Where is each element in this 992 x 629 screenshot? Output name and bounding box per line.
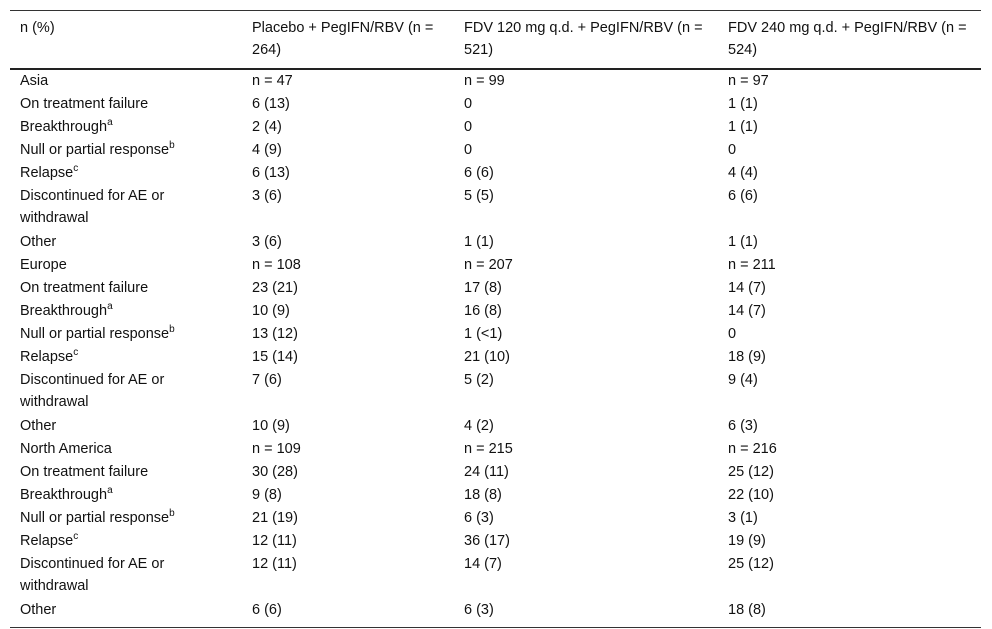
row-label: Relapse	[20, 349, 74, 365]
row-label-cell	[10, 461, 242, 484]
value-cell: 0	[464, 96, 473, 112]
value-cell: 18 (8)	[728, 602, 766, 618]
value-cell: 3 (1)	[728, 510, 758, 526]
row-label-cell	[10, 254, 242, 277]
table-row	[10, 93, 981, 116]
row-label: Other	[20, 234, 57, 250]
row-label-cell	[10, 599, 242, 628]
value-cell: 13 (12)	[252, 326, 298, 342]
table-row	[10, 254, 981, 277]
value-cell: 4 (2)	[464, 418, 494, 434]
value-cell: n = 211	[728, 257, 776, 273]
value-cell: 5 (5)	[464, 188, 494, 204]
value-cell: 1 (1)	[728, 234, 758, 250]
table-row	[10, 599, 981, 628]
value-cell: 3 (6)	[252, 188, 282, 204]
footnote-marker: a	[107, 485, 113, 497]
footnote-marker: a	[107, 117, 113, 129]
row-label-cell	[10, 438, 242, 461]
table-row	[10, 484, 981, 507]
value-cell: 25 (12)	[728, 464, 774, 480]
table-row	[10, 162, 981, 185]
row-label: Null or partial response	[20, 142, 170, 158]
row-label: Breakthrough	[20, 119, 108, 135]
value-cell: 18 (9)	[728, 349, 766, 365]
footnote-marker: c	[73, 163, 79, 175]
table-row	[10, 139, 981, 162]
row-label-cell	[10, 553, 242, 599]
value-cell: n = 47	[252, 73, 293, 89]
table-row	[10, 185, 981, 231]
table-row	[10, 369, 981, 415]
row-label-cell	[10, 507, 242, 530]
table-row	[10, 231, 981, 254]
value-cell: 18 (8)	[464, 487, 502, 503]
value-cell: n = 207	[464, 257, 513, 273]
footnote-marker: a	[107, 301, 113, 313]
value-cell: 9 (8)	[252, 487, 282, 503]
value-cell: n = 109	[252, 441, 301, 457]
value-cell: 23 (21)	[252, 280, 298, 296]
row-label: Relapse	[20, 165, 74, 181]
row-label-cell	[10, 323, 242, 346]
footnote-marker: c	[73, 347, 79, 359]
row-label: Discontinued for AE or withdrawal	[20, 372, 165, 410]
value-cell: 1 (1)	[728, 96, 758, 112]
value-cell: 14 (7)	[728, 303, 766, 319]
value-cell: 16 (8)	[464, 303, 502, 319]
value-cell: 15 (14)	[252, 349, 298, 365]
data-table-container	[10, 10, 981, 628]
value-cell: n = 108	[252, 257, 301, 273]
table-row	[10, 507, 981, 530]
value-cell: 17 (8)	[464, 280, 502, 296]
value-cell: 6 (3)	[728, 418, 758, 434]
value-cell: 2 (4)	[252, 119, 282, 135]
footnote-marker: b	[169, 140, 175, 152]
row-label: Asia	[20, 73, 49, 89]
row-label-cell	[10, 185, 242, 231]
table-row	[10, 346, 981, 369]
value-cell: 21 (19)	[252, 510, 298, 526]
table-row	[10, 438, 981, 461]
header-cell-fdv-120: FDV 120 mg q.d. + PegIFN/RBV (n = 521)	[464, 20, 703, 58]
value-cell: 6 (3)	[464, 602, 494, 618]
value-cell: 9 (4)	[728, 372, 758, 388]
value-cell: n = 99	[464, 73, 505, 89]
value-cell: 36 (17)	[464, 533, 510, 549]
row-label: On treatment failure	[20, 96, 149, 112]
value-cell: 3 (6)	[252, 234, 282, 250]
table-body	[10, 69, 981, 628]
row-label: Other	[20, 602, 57, 618]
value-cell: 12 (11)	[252, 533, 297, 549]
table-row	[10, 530, 981, 553]
value-cell: 6 (6)	[464, 165, 494, 181]
value-cell: 6 (6)	[728, 188, 758, 204]
row-label-cell	[10, 231, 242, 254]
value-cell: 12 (11)	[252, 556, 297, 572]
row-label: Relapse	[20, 533, 74, 549]
row-label-cell	[10, 277, 242, 300]
table-row	[10, 300, 981, 323]
value-cell: 6 (13)	[252, 165, 290, 181]
row-label-cell	[10, 300, 242, 323]
table-row	[10, 116, 981, 139]
row-label-cell	[10, 139, 242, 162]
header-cell-fdv-240: FDV 240 mg q.d. + PegIFN/RBV (n = 524)	[728, 20, 967, 58]
value-cell: n = 215	[464, 441, 513, 457]
row-label: Breakthrough	[20, 303, 108, 319]
value-cell: 10 (9)	[252, 303, 290, 319]
value-cell: 10 (9)	[252, 418, 290, 434]
value-cell: 1 (<1)	[464, 326, 503, 342]
row-label: Null or partial response	[20, 326, 170, 342]
value-cell: 0	[728, 326, 737, 342]
row-label-cell	[10, 530, 242, 553]
row-label: Breakthrough	[20, 487, 108, 503]
value-cell: 25 (12)	[728, 556, 774, 572]
value-cell: 21 (10)	[464, 349, 510, 365]
value-cell: 1 (1)	[728, 119, 758, 135]
value-cell: 4 (4)	[728, 165, 758, 181]
value-cell: 30 (28)	[252, 464, 298, 480]
value-cell: 5 (2)	[464, 372, 494, 388]
value-cell: 6 (6)	[252, 602, 282, 618]
value-cell: 0	[728, 142, 737, 158]
row-label: Discontinued for AE or withdrawal	[20, 188, 165, 226]
table-row	[10, 415, 981, 438]
footnote-marker: c	[73, 531, 79, 543]
value-cell: 6 (13)	[252, 96, 290, 112]
value-cell: n = 97	[728, 73, 769, 89]
row-label: Other	[20, 418, 57, 434]
value-cell: 4 (9)	[252, 142, 282, 158]
table-row	[10, 323, 981, 346]
row-label-cell	[10, 162, 242, 185]
header-row	[10, 11, 981, 70]
value-cell: 19 (9)	[728, 533, 766, 549]
row-label-cell	[10, 484, 242, 507]
value-cell: 7 (6)	[252, 372, 282, 388]
footnote-marker: b	[169, 508, 175, 520]
value-cell: 14 (7)	[728, 280, 766, 296]
header-cell-placebo: Placebo + PegIFN/RBV (n = 264)	[252, 20, 434, 58]
row-label: Europe	[20, 257, 67, 273]
table-header	[10, 11, 981, 70]
value-cell: 14 (7)	[464, 556, 502, 572]
data-table	[10, 10, 981, 628]
value-cell: 24 (11)	[464, 464, 509, 480]
row-label-cell	[10, 346, 242, 369]
value-cell: 0	[464, 142, 473, 158]
row-label: Null or partial response	[20, 510, 170, 526]
row-label: On treatment failure	[20, 464, 149, 480]
value-cell: 22 (10)	[728, 487, 774, 503]
header-cell-n-percent: n (%)	[20, 20, 55, 36]
row-label: North America	[20, 441, 112, 457]
value-cell: 0	[464, 119, 473, 135]
footnote-marker: b	[169, 324, 175, 336]
row-label: On treatment failure	[20, 280, 149, 296]
table-row	[10, 461, 981, 484]
table-row	[10, 69, 981, 93]
row-label: Discontinued for AE or withdrawal	[20, 556, 165, 594]
value-cell: n = 216	[728, 441, 777, 457]
row-label-cell	[10, 116, 242, 139]
table-row	[10, 553, 981, 599]
row-label-cell	[10, 93, 242, 116]
value-cell: 1 (1)	[464, 234, 494, 250]
row-label-cell	[10, 415, 242, 438]
row-label-cell	[10, 69, 242, 93]
table-row	[10, 277, 981, 300]
value-cell: 6 (3)	[464, 510, 494, 526]
row-label-cell	[10, 369, 242, 415]
